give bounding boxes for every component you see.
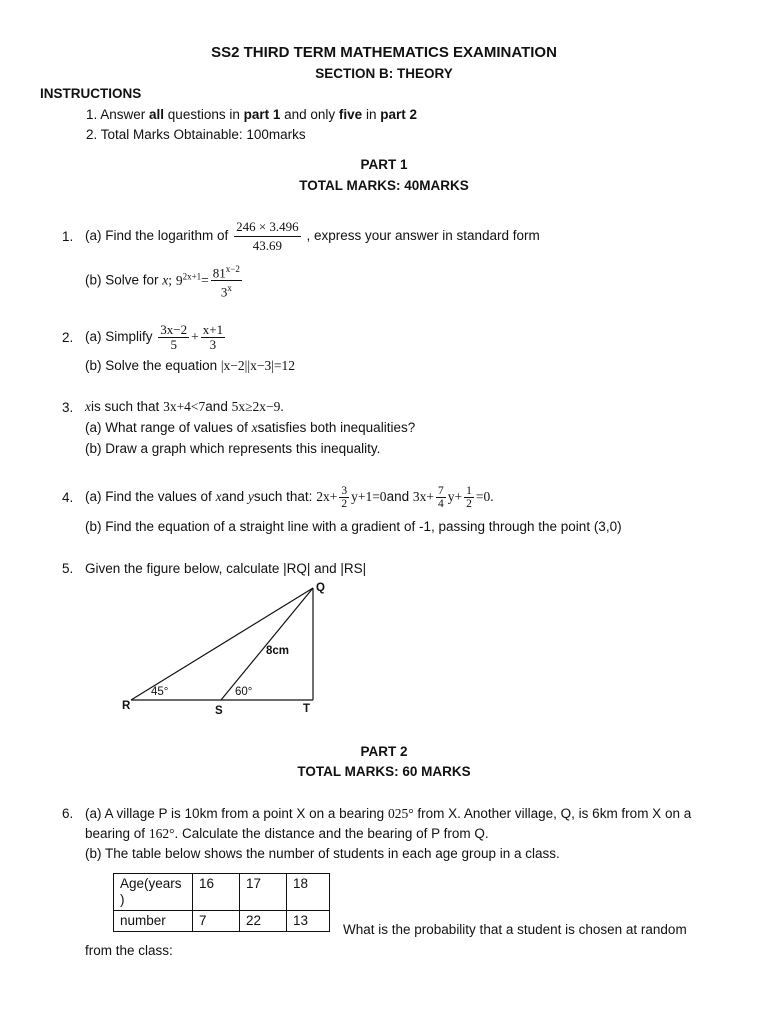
fraction-denominator: 43.69 [252,237,282,253]
table-cell: 17 [240,874,287,911]
table-row [114,911,330,932]
fraction-denominator: 4 [437,497,444,510]
question-number: 6. [62,806,74,821]
fraction-denominator: 3 [209,336,217,352]
math-var: y [247,489,254,504]
q6b: (b) The table below shows the number of students in each age group in a class. [85,846,560,861]
math-base: 81 [212,265,226,281]
q6b-question-end: from the class: [85,943,173,958]
instruction-text: questions in [164,107,244,122]
q3a-text-end: satisfies both inequalities? [257,420,416,435]
label-8cm: 8cm [266,645,290,657]
label-t: T [303,703,311,715]
math-sym: + [191,329,199,344]
fraction-numerator: 1 [466,484,472,497]
question-number: 5. [62,561,74,576]
math-sym: ; [168,272,173,288]
instruction-emphasis: all [149,107,165,122]
math-expression: 2x+ [316,489,338,504]
q4a-text: (a) Find the values of [85,489,212,504]
math-base: 3 [220,284,228,300]
math-var: x [215,489,222,504]
q1a-text: (a) Find the logarithm of [85,228,229,243]
math-var: x [162,272,169,288]
table-header-cell: number [114,911,193,932]
table-cell: 22 [240,911,287,932]
q3a-text: (a) What range of values of [85,420,248,435]
part1-marks: TOTAL MARKS: 40MARKS [299,178,469,193]
q6a-text: . Calculate the distance and the bearing of P from Q. [174,826,489,841]
part1-title: PART 1 [360,157,408,172]
math-exponent: 2x+1 [182,271,202,281]
question-number: 4. [62,490,74,505]
q6a-text: bearing of [85,826,146,841]
line-rq [131,588,313,700]
fraction-denominator: 2 [466,497,472,510]
math-base: 9 [175,272,183,288]
math-expression: 3x+4<7 [163,399,206,414]
q1a-text-end: , express your answer in standard form [306,228,540,243]
question-number: 2. [62,330,74,345]
part2-title: PART 2 [360,744,408,759]
q6a-text: from X. Another village, Q, is 6km from X on a [417,806,692,821]
label-s: S [215,705,223,717]
label-r: R [122,700,131,712]
instruction-emphasis: five [338,107,363,122]
exam-title: SS2 THIRD TERM MATHEMATICS EXAMINATION [211,44,557,61]
table-row [114,874,330,911]
fraction-denominator: 5 [170,336,177,352]
table-cell: 13 [287,911,330,932]
instruction-emphasis: part 2 [380,107,417,122]
math-var: x [85,399,91,414]
q5-text: Given the figure below, calculate |RQ| and |RS| [85,561,367,576]
math-expression: |x−2||x−3|=12 [220,358,296,373]
q6b-question: What is the probability that a student is chosen at random [343,922,687,937]
fraction-numerator: 246 × 3.496 [234,218,301,237]
instruction-text: 1. Answer [86,107,150,122]
math-expression: 5x≥2x−9. [231,399,284,414]
age-table [113,873,330,932]
bearing-value: 025° [387,806,414,821]
instruction-emphasis: part 1 [243,107,281,122]
math-exponent: x [227,283,232,294]
math-expression: 3x+ [412,489,434,504]
math-expression: y+ [447,489,463,504]
table-cell: 16 [193,874,240,911]
bearing-value: 162° [148,826,175,841]
q6a-line1 [85,806,691,822]
q6a-text: (a) A village P is 10km from a point X on a bearing [85,806,385,821]
angle-45: 45° [151,686,169,698]
table-cell: 18 [287,874,330,911]
q1b-text: (b) Solve for [85,272,159,288]
fraction-denominator: 2 [341,497,348,510]
q3b: (b) Draw a graph which represents this inequality. [85,441,381,456]
q2b-text: (b) Solve the equation [85,358,218,373]
q3-text: and [205,399,228,414]
fraction-numerator: 3x−2 [160,321,188,337]
fraction-numerator: 3 [341,484,348,497]
angle-60: 60° [235,686,253,698]
instruction-text: and only [280,107,339,122]
math-expression: y+1=0 [351,489,387,504]
table-cell: 7 [193,911,240,932]
math-var: x [251,420,258,435]
question-number: 1. [62,229,74,244]
q2a-text: (a) Simplify [85,329,153,344]
instruction-text: in [362,107,381,122]
section-title: SECTION B: THEORY [315,66,453,81]
instructions-label: INSTRUCTIONS [40,86,142,101]
q4b: (b) Find the equation of a straight line with a gradient of -1, passing through the point (3,0) [85,519,622,534]
label-q: Q [316,582,325,594]
q3-text: is such that [91,399,160,414]
instruction-2: 2. Total Marks Obtainable: 100marks [86,127,306,142]
line-sq [221,588,313,700]
q4a-text: and [221,489,245,504]
fraction-numerator: x+1 [202,321,224,337]
math-exponent: x−2 [225,264,240,275]
part2-marks: TOTAL MARKS: 60 MARKS [297,764,471,779]
q6a-line2 [85,826,489,842]
q4a-text: such that: [253,489,313,504]
math-sym: = [201,272,209,288]
table-header-cell: Age(years ) [114,874,193,911]
fraction-numerator: 7 [437,484,444,497]
q4a-text: and [386,489,410,504]
question-number: 3. [62,400,74,415]
math-expression: =0. [475,489,494,504]
